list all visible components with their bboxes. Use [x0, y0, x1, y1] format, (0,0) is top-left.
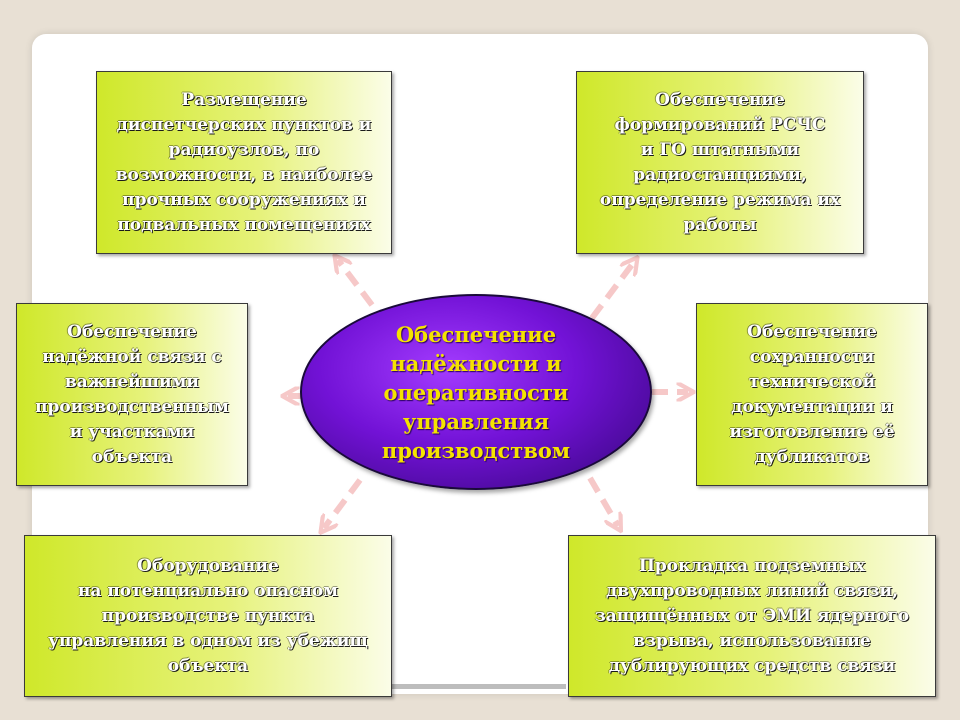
- box-middle-right-text: Обеспечение сохранности технической документации и изготовление её дубликатов: [729, 321, 895, 467]
- box-top-right: [576, 71, 864, 254]
- center-oval-text: Обеспечение надёжности и оперативности управления производством: [381, 321, 571, 463]
- box-bottom-right: [568, 535, 936, 697]
- box-middle-left: [16, 303, 248, 486]
- box-middle-left-text: Обеспечение надёжной связи с важнейшими производственным и участками объекта: [35, 321, 229, 467]
- box-top-left: [96, 71, 392, 254]
- box-bottom-left: [24, 535, 392, 697]
- arrow-to-bottom-left: [324, 480, 360, 528]
- box-top-left-text: Размещение диспетчерских пунктов и радиоузлов, по возможности, в наиболее прочных сооружениях и подвальных помещениях: [115, 89, 373, 235]
- box-middle-right: [696, 303, 928, 486]
- arrow-to-top-right: [592, 262, 634, 318]
- box-bottom-left-text: Оборудование на потенциально опасном производстве пункта управления в одном из убежищ объекта: [48, 555, 368, 676]
- arrow-to-bottom-right: [590, 478, 618, 526]
- box-top-right-text: Обеспечение формирований РСЧС и ГО штатными радиостанциями, определение режима их работы: [599, 89, 841, 235]
- center-oval: [300, 294, 652, 490]
- arrow-to-top-left: [338, 260, 372, 305]
- box-bottom-right-text: Прокладка подземных двухпроводных линий связи, защищённых от ЭМИ ядерного взрыва, использование дублирующих средств связи: [594, 555, 910, 676]
